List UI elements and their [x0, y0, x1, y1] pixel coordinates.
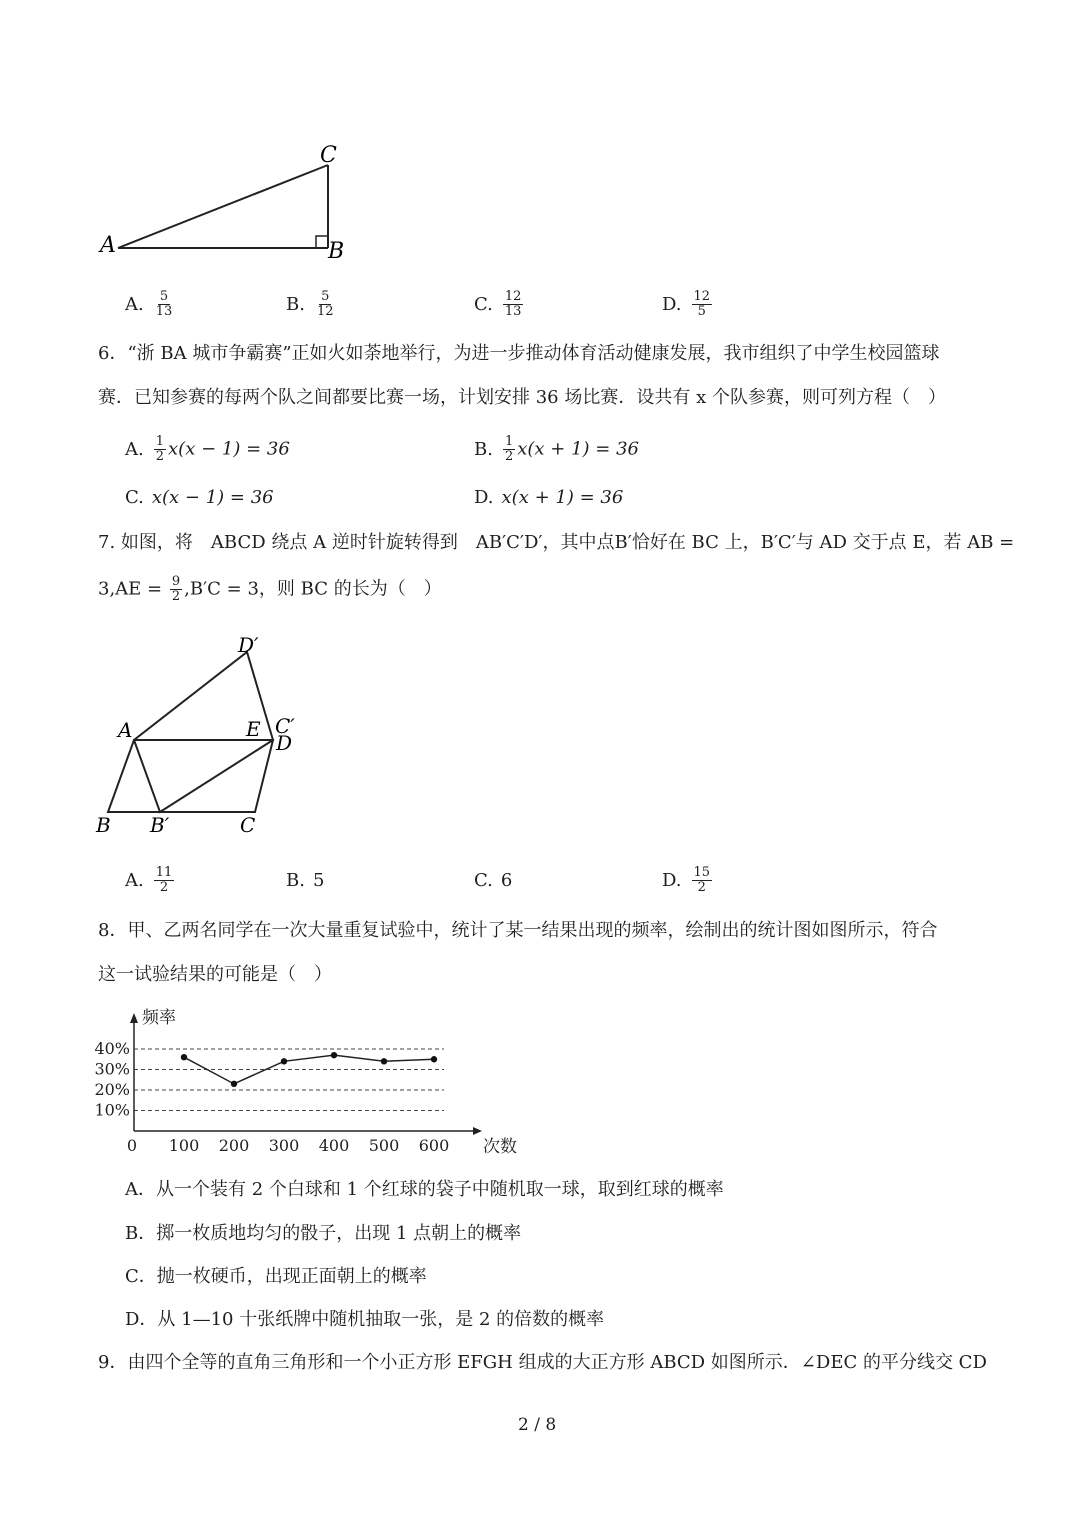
q7-line-2-end: ,B′C = 3，则 BC 的长为（ ） [184, 578, 442, 600]
label-c-prime: C′ [275, 714, 295, 738]
option-letter: A. [125, 438, 144, 460]
triangle-label-a: A [100, 233, 116, 258]
q8-line-1: 8．甲、乙两名同学在一次大量重复试验中，统计了某一结果出现的频率，绘制出的统计图如图所示，符合 [98, 920, 938, 941]
q6-line-1: 6．“浙 BA 城市争霸赛”正如火如荼地举行，为进一步推动体育活动健康发展，我市组织了中学生校园篮球 [98, 343, 940, 364]
fraction [692, 866, 713, 895]
q9-line-1: 9．由四个全等的直角三角形和一个小正方形 EFGH 组成的大正方形 ABCD 如图所示．∠DEC 的平分线交 CD [98, 1352, 987, 1373]
x-axis-label: 次数 [483, 1137, 517, 1157]
label-e: E [246, 717, 261, 741]
q6-line-2: 赛．已知参赛的每两个队之间都要比赛一场，计划安排 36 场比赛．设共有 x 个队参赛，则可列方程（ ） [98, 387, 946, 408]
option-letter: C. [474, 293, 493, 315]
parallelogram-figure [90, 630, 320, 840]
fraction-denominator: 5 [697, 304, 706, 319]
option-letter: B. [286, 870, 305, 891]
y-tick-label: 20% [94, 1080, 130, 1099]
fraction [154, 290, 175, 319]
data-point [181, 1054, 187, 1060]
option-letter: A. [125, 869, 144, 891]
fraction-denominator: 13 [155, 304, 173, 319]
frequency-line-chart [90, 1005, 530, 1160]
label-d-prime: D′ [238, 633, 259, 657]
parallelogram-abcd [108, 740, 273, 812]
y-axis-arrow [130, 1013, 138, 1023]
label-d: D [276, 731, 293, 755]
y-tick-label: 40% [94, 1039, 130, 1058]
q8-option-c: C．抛一枚硬币，出现正面朝上的概率 [125, 1266, 427, 1287]
fraction-numerator: 9 [171, 574, 181, 589]
fraction [503, 435, 515, 464]
fraction-denominator: 2 [697, 880, 706, 895]
option-letter: D. [474, 487, 494, 508]
fraction [692, 290, 713, 319]
right-angle-mark [316, 236, 328, 248]
q5-option-a [125, 290, 176, 319]
q5-option-b [286, 290, 338, 319]
y-tick-label: 30% [94, 1059, 130, 1079]
fraction-denominator: 2 [159, 880, 169, 895]
data-point [281, 1058, 287, 1064]
fraction-denominator: 2 [504, 449, 514, 464]
q7-option-a [125, 866, 176, 895]
x-tick-label: 200 [218, 1136, 250, 1155]
option-value: 6 [500, 870, 513, 891]
q6-option-b [474, 435, 639, 464]
fraction-denominator: 13 [504, 304, 522, 319]
equation: x(x + 1) = 36 [501, 487, 624, 508]
option-letter: D. [662, 869, 682, 891]
q5-option-c [474, 290, 525, 319]
page-number: 2 / 8 [518, 1415, 557, 1435]
q7-line-2 [98, 575, 442, 604]
fraction [503, 290, 524, 319]
x-tick-label: 0 [126, 1136, 138, 1155]
label-c: C [240, 813, 256, 837]
fraction-numerator: 5 [159, 289, 169, 304]
option-letter: A. [125, 293, 144, 315]
label-b: B [96, 813, 111, 837]
triangle-label-c: C [320, 143, 337, 168]
fraction-denominator: 12 [316, 304, 334, 319]
y-axis-label: 频率 [142, 1008, 176, 1028]
q7-option-d [662, 866, 714, 895]
x-tick-label: 300 [268, 1136, 300, 1155]
equation: x(x + 1) = 36 [517, 438, 639, 460]
option-letter: C. [125, 487, 144, 508]
fraction [315, 290, 336, 319]
triangle-side-ac [118, 165, 328, 248]
data-point [331, 1052, 337, 1058]
x-tick-label: 400 [318, 1136, 350, 1155]
q8-option-a: A．从一个装有 2 个白球和 1 个红球的袋子中随机取一球，取到红球的概率 [125, 1179, 724, 1200]
q5-option-d [662, 290, 714, 319]
data-point [231, 1081, 237, 1087]
option-letter: B. [286, 293, 305, 315]
triangle-label-b: B [328, 239, 345, 264]
fraction-numerator: 1 [155, 434, 165, 449]
y-tick-label: 10% [94, 1100, 130, 1120]
option-letter: B. [474, 438, 493, 460]
fraction-denominator: 2 [155, 449, 165, 464]
q8-line-2: 这一试验结果的可能是（ ） [98, 964, 332, 985]
option-letter: D. [662, 293, 682, 315]
option-letter: C. [474, 870, 493, 891]
fraction-numerator: 12 [504, 289, 522, 304]
fraction [154, 435, 166, 464]
fraction [170, 575, 182, 604]
data-point [381, 1058, 387, 1064]
fraction-numerator: 1 [504, 434, 514, 449]
label-b-prime: B′ [150, 813, 170, 837]
data-point [431, 1056, 437, 1062]
equation: x(x − 1) = 36 [168, 438, 290, 460]
fraction [154, 866, 175, 895]
fraction-numerator: 5 [321, 289, 330, 304]
x-axis-arrow [473, 1127, 482, 1135]
x-tick-label: 100 [168, 1136, 200, 1155]
q7-option-c [474, 870, 512, 892]
triangle-figure [90, 135, 360, 270]
fraction-numerator: 11 [155, 865, 173, 880]
fraction-numerator: 15 [693, 865, 711, 880]
equation: x(x − 1) = 36 [151, 487, 274, 508]
q7-line-1: 7. 如图，将 ABCD 绕点 A 逆时针旋转得到 AB′C′D′，其中点B′恰好在 BC 上，B′C′与 AD 交于点 E，若 AB = [98, 532, 1015, 553]
fraction-numerator: 12 [693, 289, 711, 304]
q6-option-c [125, 487, 274, 509]
q8-option-b: B．掷一枚质地均匀的骰子，出现 1 点朝上的概率 [125, 1223, 522, 1244]
q6-option-d [474, 487, 623, 509]
label-a: A [118, 718, 133, 742]
q7-option-b [286, 870, 324, 892]
x-tick-label: 600 [418, 1136, 450, 1155]
q7-line-2-start: 3,AE = [98, 578, 168, 600]
q6-option-a [125, 435, 290, 464]
option-value: 5 [312, 870, 325, 891]
fraction-denominator: 2 [171, 589, 181, 604]
q8-option-d: D．从 1—10 十张纸牌中随机抽取一张，是 2 的倍数的概率 [125, 1309, 605, 1330]
x-tick-label: 500 [368, 1136, 400, 1155]
